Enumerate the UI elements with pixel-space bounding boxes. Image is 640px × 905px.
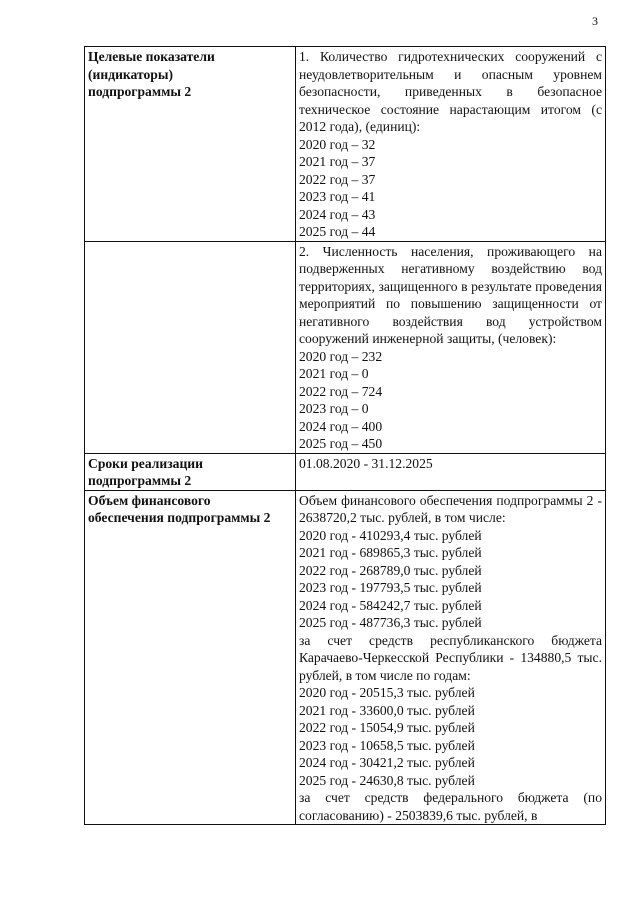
year-value-line: 2020 год - 410293,4 тыс. рублей — [299, 527, 482, 543]
row-value — [296, 47, 606, 242]
table-row-population-indicator — [85, 241, 606, 453]
year-value-line: 2024 год – 400 — [299, 418, 383, 434]
year-value-line: 2024 год - 584242,7 тыс. рублей — [299, 597, 482, 613]
year-value-line: 2025 год – 450 — [299, 436, 383, 451]
label-line: подпрограммы 2 — [88, 84, 192, 99]
year-value-line: 2022 год - 268789,0 тыс. рублей — [299, 562, 482, 578]
year-value-line: 2025 год - 487736,3 тыс. рублей — [299, 615, 482, 630]
year-value-line: 2025 год – 44 — [299, 224, 376, 239]
year-value-line: 2023 год – 0 — [299, 401, 369, 416]
label-line: Сроки реализации — [88, 455, 203, 471]
republic-budget-paragraph: за счет средств республиканского бюджета Карачаево-Черкесской Республики - 134880,5 тыс. рублей, в том числе по годам: — [299, 632, 602, 683]
year-value-line: 2022 год - 15054,9 тыс. рублей — [299, 720, 475, 735]
table-row-implementation-period — [85, 453, 606, 490]
year-value-line: 2025 год - 24630,8 тыс. рублей — [299, 772, 475, 788]
year-value-line: 2023 год – 41 — [299, 189, 376, 204]
year-value-line: 2022 год – 37 — [299, 171, 376, 187]
row-label — [85, 490, 296, 825]
row-label-empty — [85, 241, 296, 453]
financing-total-paragraph: Объем финансового обеспечения подпрограммы 2 - 2638720,2 тыс. рублей, в том числе: — [299, 492, 602, 525]
label-line: (индикаторы) — [88, 66, 173, 82]
year-value-line: 2023 год - 10658,5 тыс. рублей — [299, 737, 475, 753]
year-value-line: 2022 год – 724 — [299, 383, 383, 399]
year-value-line: 2021 год – 37 — [299, 154, 376, 169]
row-value — [296, 490, 606, 825]
row-value — [296, 453, 606, 490]
label-line: подпрограммы 2 — [88, 473, 192, 488]
page-number: 3 — [592, 14, 598, 28]
indicator-description: 1. Количество гидротехнических сооружений с неудовлетворительным и опасным уровнем безопасности, приведенных в безопасное техническое состояние нарастающим итогом (с 2012 года), (единиц): — [299, 49, 602, 134]
year-value-line: 2024 год - 30421,2 тыс. рублей — [299, 755, 475, 770]
row-label — [85, 453, 296, 490]
year-value-line: 2021 год - 689865,3 тыс. рублей — [299, 545, 482, 560]
year-value-line: 2023 год - 197793,5 тыс. рублей — [299, 580, 482, 595]
label-line: обеспечения подпрограммы 2 — [88, 510, 271, 525]
implementation-dates: 01.08.2020 - 31.12.2025 — [299, 455, 433, 471]
year-value-line: 2020 год – 232 — [299, 348, 383, 364]
row-label — [85, 47, 296, 242]
year-value-line: 2020 год - 20515,3 тыс. рублей — [299, 685, 475, 700]
label-line: Целевые показатели — [88, 49, 215, 64]
year-value-line: 2020 год – 32 — [299, 136, 376, 152]
table-row-financing-volume — [85, 490, 606, 825]
federal-budget-paragraph: за счет средств федерального бюджета (по согласованию) - 2503839,6 тыс. рублей, в — [299, 790, 602, 823]
indicator-description: 2. Численность населения, проживающего на подверженных негативному воздействию вод территориях, защищенного в результате проведения мероприятий по повышению защищенности от негативного воздействия вод устройством сооружений инженерной защиты, (человек): — [299, 243, 602, 346]
year-value-line: 2024 год – 43 — [299, 206, 376, 222]
year-value-line: 2021 год - 33600,0 тыс. рублей — [299, 702, 475, 718]
subprogram-passport-table — [84, 46, 606, 825]
label-line: Объем финансового — [88, 492, 211, 508]
row-value — [296, 241, 606, 453]
year-value-line: 2021 год – 0 — [299, 366, 369, 381]
table-row-target-indicators — [85, 47, 606, 242]
